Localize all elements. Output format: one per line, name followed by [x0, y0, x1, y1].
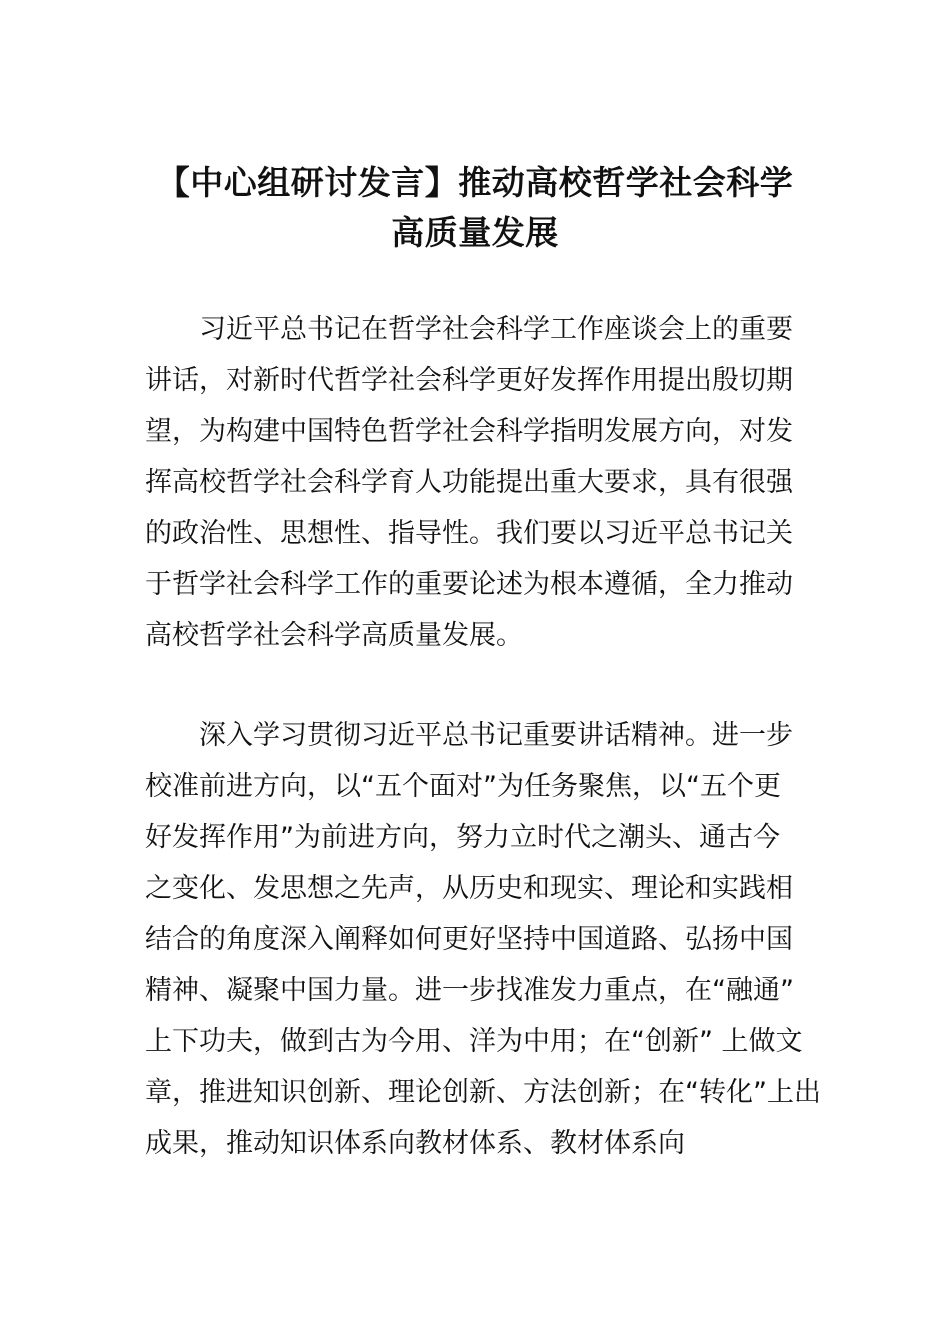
- text-line: 习近平总书记在哲学社会科学工作座谈会上的重要: [199, 314, 793, 345]
- text-line: 上下功夫，做到古为今用、洋为中用；在“创新” 上做文: [145, 1026, 803, 1057]
- text-line: 精神、凝聚中国力量。进一步找准发力重点，在“融通”: [145, 975, 794, 1006]
- document-title: [100, 158, 850, 258]
- paragraph-2: [145, 710, 821, 1169]
- text-line: 之变化、发思想之先声，从历史和现实、理论和实践相: [145, 873, 793, 904]
- text-line: 高校哲学社会科学高质量发展。: [145, 620, 523, 651]
- text-line: 望，为构建中国特色哲学社会科学指明发展方向，对发: [145, 416, 793, 447]
- text-line: 深入学习贯彻习近平总书记重要讲话精神。进一步: [199, 720, 793, 751]
- text-line: 结合的角度深入阐释如何更好坚持中国道路、弘扬中国: [145, 924, 793, 955]
- paragraph-1: [145, 304, 810, 661]
- text-line: 的政治性、思想性、指导性。我们要以习近平总书记关: [145, 518, 793, 549]
- text-line: 于哲学社会科学工作的重要论述为根本遵循，全力推动: [145, 569, 793, 600]
- text-line: 章，推进知识创新、理论创新、方法创新；在“转化”上出: [145, 1077, 821, 1108]
- text-line: 校准前进方向，以“五个面对”为任务聚焦，以“五个更: [145, 771, 781, 802]
- text-line: 好发挥作用”为前进方向，努力立时代之潮头、通古今: [145, 822, 780, 853]
- text-line: 讲话，对新时代哲学社会科学更好发挥作用提出殷切期: [145, 365, 793, 396]
- text-line: 挥高校哲学社会科学育人功能提出重大要求，具有很强: [145, 467, 793, 498]
- title-line: 高质量发展: [391, 213, 559, 252]
- title-line: 【中心组研讨发言】推动高校哲学社会科学: [156, 163, 794, 202]
- text-line: 成果，推动知识体系向教材体系、教材体系向: [145, 1128, 685, 1159]
